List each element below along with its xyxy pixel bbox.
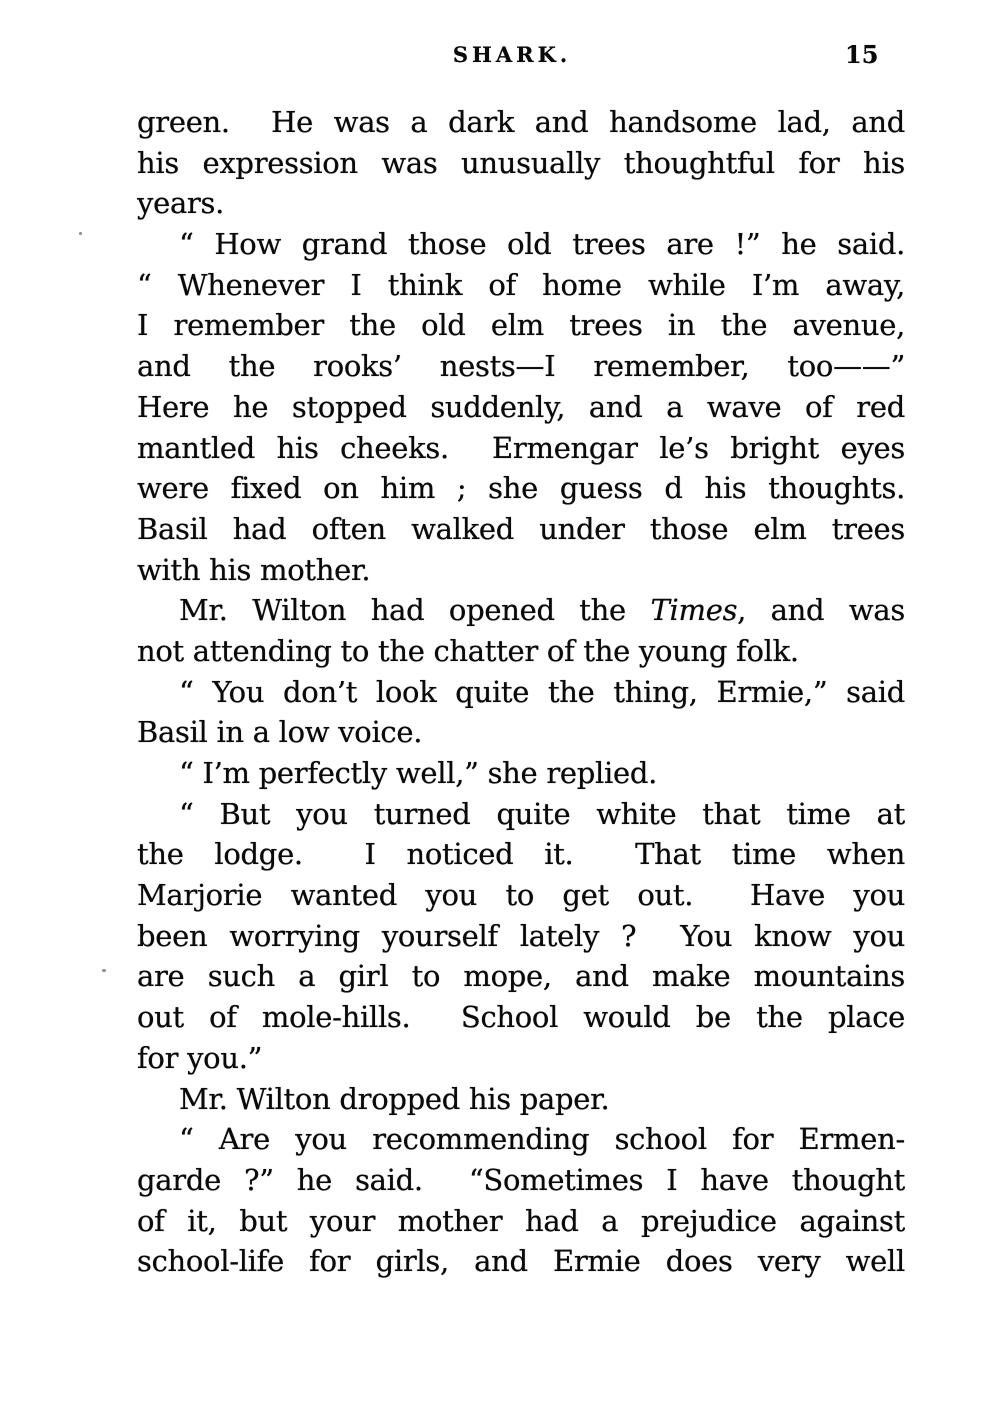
text-line [137, 1201, 905, 1242]
text-line [137, 102, 905, 143]
text-segment: his expression was unusually thoughtful for his [137, 145, 905, 180]
text-line [137, 1038, 905, 1079]
text-segment: “ Whenever I think of home while I’m away, [137, 267, 905, 302]
page-title: SHARK. [452, 42, 572, 67]
text-segment: , and was [737, 593, 905, 628]
text-segment: and the rooks’ nests—I remember, too——” [137, 349, 905, 384]
text-segment: are such a girl to mope, and make mountains [137, 959, 905, 994]
text-block [137, 102, 905, 1282]
text-line [137, 346, 905, 387]
text-segment: Here he stopped suddenly, and a wave of red [137, 389, 905, 424]
text-line [137, 224, 905, 265]
text-line [137, 1119, 905, 1160]
paragraph [137, 1119, 905, 1282]
text-segment: I remember the old elm trees in the avenue, [137, 308, 905, 343]
text-segment: school-life for girls, and Ermie does very well [137, 1244, 905, 1279]
paragraph [137, 753, 905, 794]
page-number: 15 [845, 40, 879, 69]
text-line [137, 143, 905, 184]
text-line [137, 956, 905, 997]
scan-speck [102, 969, 106, 972]
text-segment: “ Are you recommending school for Ermen- [179, 1122, 905, 1157]
text-line [137, 794, 905, 835]
text-line [137, 1160, 905, 1201]
text-line [137, 631, 905, 672]
paragraph [137, 590, 905, 671]
text-line [137, 387, 905, 428]
text-segment: out of mole-hills. School would be the place [137, 1000, 905, 1035]
text-line [137, 753, 905, 794]
text-segment: with his mother. [137, 552, 371, 587]
text-segment: Mr. Wilton had opened the [179, 593, 651, 628]
text-segment: “ You don’t look quite the thing, Ermie,” said [179, 674, 905, 709]
text-segment: were fixed on him ; she guess d his thoughts. [137, 471, 905, 506]
text-segment: for you.” [137, 1040, 263, 1075]
text-line [137, 875, 905, 916]
paragraph [137, 1079, 905, 1120]
text-line [137, 183, 905, 224]
text-segment: “ I’m perfectly well,” she replied. [179, 756, 658, 790]
text-segment: Basil in a low voice. [137, 715, 423, 750]
text-line [137, 550, 905, 591]
text-segment: “ But you turned quite white that time at [179, 796, 905, 831]
text-segment: years. [137, 186, 224, 221]
text-line [137, 834, 905, 875]
text-line [137, 428, 905, 469]
text-segment: Mr. Wilton dropped his paper. [179, 1081, 610, 1116]
text-line [137, 590, 905, 631]
text-segment: mantled his cheeks. Ermengar le’s bright eyes [137, 430, 905, 465]
text-line [137, 712, 905, 753]
paragraph [137, 794, 905, 1079]
text-segment: “ How grand those old trees are !” he said. [179, 227, 905, 262]
text-segment: the lodge. I noticed it. That time when [137, 837, 905, 872]
running-head [0, 42, 1000, 72]
text-segment: Marjorie wanted you to get out. Have you [137, 878, 905, 913]
text-line [137, 1079, 905, 1120]
text-line [137, 265, 905, 306]
paragraph [137, 102, 905, 224]
paragraph [137, 672, 905, 753]
text-segment: not attending to the chatter of the young folk. [137, 633, 799, 668]
text-line [137, 672, 905, 713]
text-line [137, 1241, 905, 1282]
text-line [137, 997, 905, 1038]
text-line [137, 305, 905, 346]
text-segment: garde ?” he said. “Sometimes I have thought [137, 1162, 905, 1197]
text-line [137, 509, 905, 550]
text-segment: Basil had often walked under those elm trees [137, 511, 905, 546]
text-segment: green. He was a dark and handsome lad, and [137, 105, 905, 139]
italic-text: Times [650, 593, 738, 628]
text-line [137, 468, 905, 509]
text-segment: of it, but your mother had a prejudice against [137, 1203, 905, 1238]
scan-speck [79, 232, 82, 235]
paragraph [137, 224, 905, 590]
text-segment: been worrying yourself lately ? You know you [137, 918, 905, 953]
text-line [137, 916, 905, 957]
